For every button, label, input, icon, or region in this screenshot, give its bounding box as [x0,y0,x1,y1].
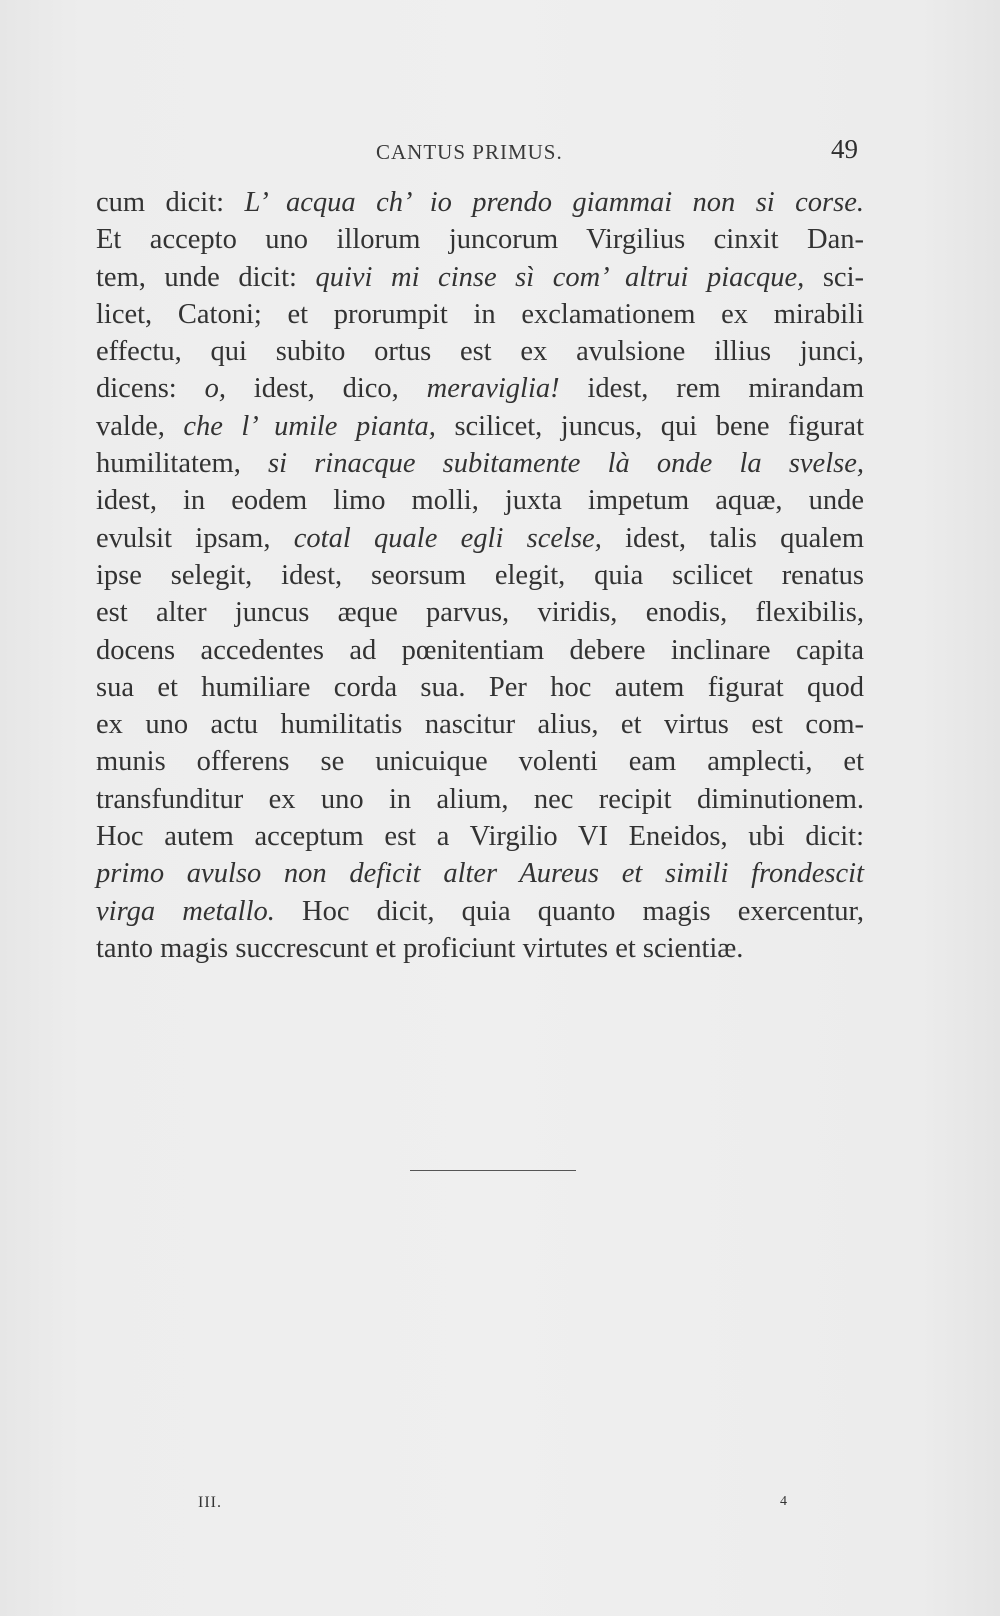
sheet-number: 4 [780,1494,787,1509]
text-line: est alter juncus æque parvus, viridis, enodis, flexibilis, [96,597,864,629]
text-line: munis offerens se unicuique volenti eam amplecti, et [96,746,864,778]
text-line: cum dicit: L’ acqua ch’ io prendo giammai non si corse. [96,187,864,218]
body-text [96,184,864,967]
text-line: effectu, qui subito ortus est ex avulsione illius junci, [96,336,864,368]
text-line: idest, in eodem limo molli, juxta impetum aquæ, unde [96,485,864,517]
text-line: ipse selegit, idest, seorsum elegit, quia scilicet renatus [96,559,864,591]
page-number: 49 [831,134,858,164]
text-line: sua et humiliare corda sua. Per hoc autem figurat quod [96,671,864,703]
text-line: Hoc autem acceptum est a Virgilio VI Eneidos, ubi dicit: [96,821,864,853]
text-line: humilitatem, si rinacque subitamente là onde la svelse, [96,448,864,480]
text-line: dicens: o, idest, dico, meraviglia! idest, rem mirandam [96,373,864,405]
text-line: valde, che l’ umile pianta, scilicet, juncus, qui bene figurat [96,410,864,442]
text-line: virga metallo. Hoc dicit, quia quanto magis exercentur, [96,895,864,927]
section-divider [410,1170,576,1171]
text-line: tanto magis succrescunt et proficiunt virtutes et scientiæ. [96,932,744,964]
running-head: CANTUS PRIMUS. [376,140,563,164]
page-header [98,134,858,174]
text-line: docens accedentes ad pœnitentiam debere inclinare capita [96,634,864,666]
text-line: tem, unde dicit: quivi mi cinse sì com’ altrui piacque, sci- [96,261,864,293]
text-line: licet, Catoni; et prorumpit in exclamationem ex mirabili [96,298,864,330]
signature-mark: III. [198,1494,222,1511]
text-line: evulsit ipsam, cotal quale egli scelse, idest, talis qualem [96,522,864,554]
text-line: transfunditur ex uno in alium, nec recipit diminutionem. [96,783,864,815]
text-line: ex uno actu humilitatis nascitur alius, et virtus est com- [96,709,864,741]
text-line: primo avulso non deficit alter Aureus et simili frondescit [96,858,864,890]
text-line: Et accepto uno illorum juncorum Virgilius cinxit Dan- [96,224,864,256]
